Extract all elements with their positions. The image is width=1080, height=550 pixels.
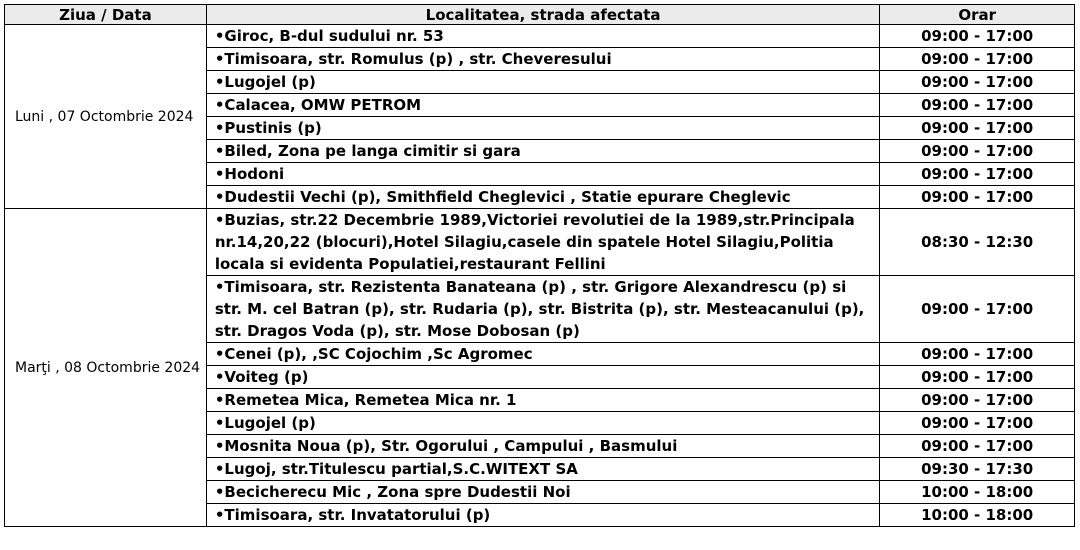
header-day: Ziua / Data [5,5,207,25]
location-cell: •Lugojel (p) [206,71,880,94]
location-cell: •Dudestii Vechi (p), Smithfield Cheglevici , Statie epurare Cheglevic [206,186,880,209]
table-header-row [5,5,1075,25]
location-cell: •Calacea, OMW PETROM [206,94,880,117]
time-cell: 09:00 - 17:00 [880,48,1075,71]
time-cell: 09:00 - 17:00 [880,412,1075,435]
time-cell: 09:00 - 17:00 [880,186,1075,209]
time-cell: 10:00 - 18:00 [880,504,1075,527]
table-row [5,209,1075,276]
location-cell: •Biled, Zona pe langa cimitir si gara [206,140,880,163]
location-cell: •Lugoj, str.Titulescu partial,S.C.WITEXT SA [206,458,880,481]
table-row [5,25,1075,48]
time-cell: 09:00 - 17:00 [880,366,1075,389]
location-cell: •Timisoara, str. Invatatorului (p) [206,504,880,527]
time-cell: 09:00 - 17:00 [880,343,1075,366]
time-cell: 09:00 - 17:00 [880,163,1075,186]
location-cell: •Voiteg (p) [206,366,880,389]
location-cell: •Giroc, B-dul sudului nr. 53 [206,25,880,48]
location-cell: •Buzias, str.22 Decembrie 1989,Victoriei revolutiei de la 1989,str.Principala nr.14,20,22 (blocuri),Hotel Silagiu,casele din spatele Hotel Silagiu,Politia locala si evidenta Populatiei,restaurant Fellini [206,209,880,276]
location-cell: •Mosnita Noua (p), Str. Ogorului , Campului , Basmului [206,435,880,458]
day-cell-tuesday: Marţi , 08 Octombrie 2024 [5,209,207,527]
header-location: Localitatea, strada afectata [206,5,880,25]
location-cell: •Lugojel (p) [206,412,880,435]
location-cell: •Timisoara, str. Rezistenta Banateana (p) , str. Grigore Alexandrescu (p) si str. M. cel Batran (p), str. Rudaria (p), str. Bistrita (p), str. Mesteacanului (p), str. Dragos Voda (p), str. Mose Dobosan (p) [206,276,880,343]
time-cell: 09:00 - 17:00 [880,389,1075,412]
time-cell: 09:00 - 17:00 [880,25,1075,48]
time-cell: 08:30 - 12:30 [880,209,1075,276]
header-time: Orar [880,5,1075,25]
time-cell: 10:00 - 18:00 [880,481,1075,504]
location-cell: •Pustinis (p) [206,117,880,140]
location-cell: •Hodoni [206,163,880,186]
time-cell: 09:00 - 17:00 [880,140,1075,163]
time-cell: 09:00 - 17:00 [880,117,1075,140]
time-cell: 09:00 - 17:00 [880,94,1075,117]
location-cell: •Becicherecu Mic , Zona spre Dudestii Noi [206,481,880,504]
location-cell: •Cenei (p), ,SC Cojochim ,Sc Agromec [206,343,880,366]
time-cell: 09:00 - 17:00 [880,276,1075,343]
location-cell: •Timisoara, str. Romulus (p) , str. Cheveresului [206,48,880,71]
time-cell: 09:30 - 17:30 [880,458,1075,481]
time-cell: 09:00 - 17:00 [880,435,1075,458]
location-cell: •Remetea Mica, Remetea Mica nr. 1 [206,389,880,412]
time-cell: 09:00 - 17:00 [880,71,1075,94]
day-cell-monday: Luni , 07 Octombrie 2024 [5,25,207,209]
outage-schedule-table [4,4,1075,527]
